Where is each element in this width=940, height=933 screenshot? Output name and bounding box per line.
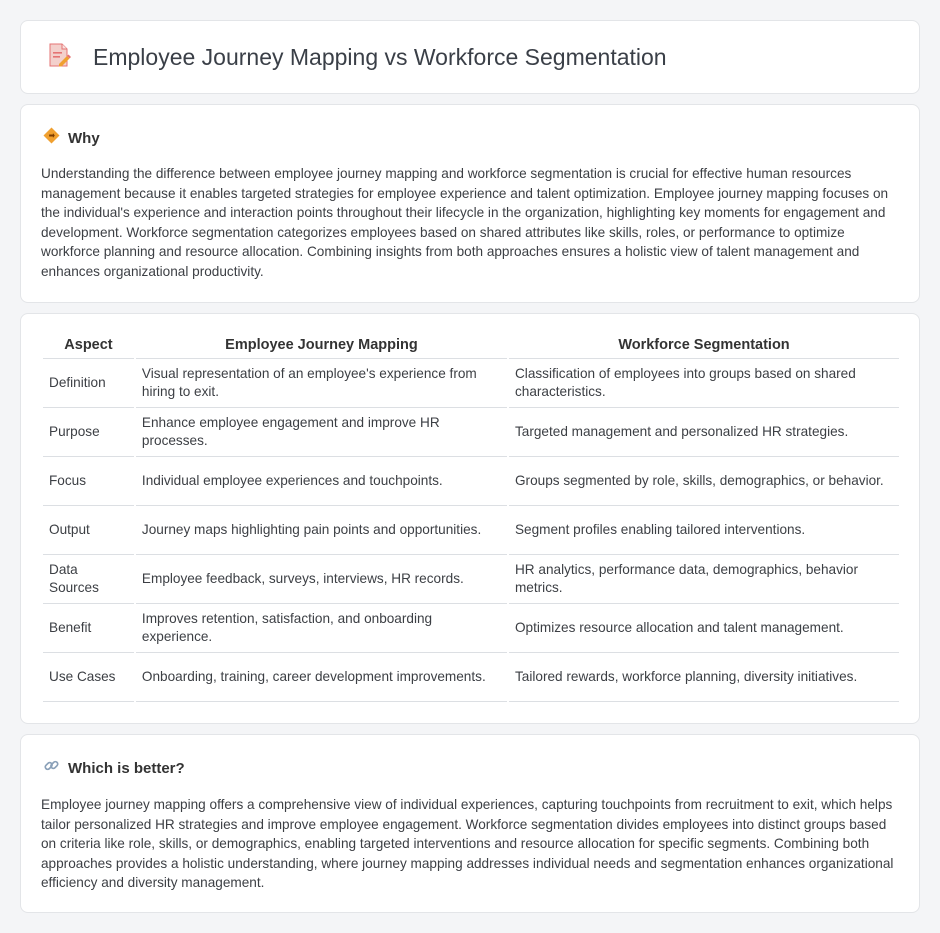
journey-cell: Improves retention, satisfaction, and onboarding experience. (136, 604, 507, 653)
segmentation-cell: Classification of employees into groups based on shared characteristics. (509, 359, 899, 408)
comparison-card (20, 313, 920, 724)
journey-cell: Employee feedback, surveys, interviews, HR records. (136, 555, 507, 604)
header-aspect: Aspect (43, 334, 134, 359)
why-heading (43, 127, 100, 149)
journey-cell: Visual representation of an employee's experience from hiring to exit. (136, 359, 507, 408)
journey-cell: Journey maps highlighting pain points and opportunities. (136, 506, 507, 555)
header-workforce-segmentation: Workforce Segmentation (509, 334, 899, 359)
diamond-signpost-icon (43, 127, 68, 149)
segmentation-cell: Optimizes resource allocation and talent management. (509, 604, 899, 653)
why-title: Why (68, 129, 100, 147)
journey-cell: Individual employee experiences and touchpoints. (136, 457, 507, 506)
aspect-cell: Definition (43, 359, 134, 408)
segmentation-cell: Targeted management and personalized HR strategies. (509, 408, 899, 457)
journey-cell: Enhance employee engagement and improve HR processes. (136, 408, 507, 457)
comparison-table (41, 334, 901, 702)
aspect-cell: Benefit (43, 604, 134, 653)
better-heading (43, 757, 185, 779)
table-row (43, 555, 899, 604)
journey-cell: Onboarding, training, career development improvements. (136, 653, 507, 702)
table-row (43, 359, 899, 408)
header-journey-mapping: Employee Journey Mapping (136, 334, 507, 359)
segmentation-cell: Tailored rewards, workforce planning, diversity initiatives. (509, 653, 899, 702)
page-title: Employee Journey Mapping vs Workforce Segmentation (93, 43, 667, 70)
link-icon (43, 757, 68, 779)
aspect-cell: Output (43, 506, 134, 555)
table-row (43, 506, 899, 555)
segmentation-cell: Segment profiles enabling tailored interventions. (509, 506, 899, 555)
why-text: Understanding the difference between employee journey mapping and workforce segmentation is crucial for effective human resources management because it enables targeted strategies for employee experience and talent optimization. Employee journey mapping focuses on the individual's experience and interaction points throughout their lifecycle in the organization, highlighting key moments for engagement and development. Workforce segmentation categorizes employees based on shared attributes like skills, roles, or performance to optimize workforce planning and resource allocation. Combining insights from both approaches ensures a holistic view of talent management and enhances organizational productivity. (41, 166, 889, 279)
document-edit-icon (45, 41, 93, 74)
better-title: Which is better? (68, 759, 185, 777)
aspect-cell: Use Cases (43, 653, 134, 702)
segmentation-cell: Groups segmented by role, skills, demographics, or behavior. (509, 457, 899, 506)
why-section (20, 104, 920, 303)
which-is-better-section (20, 734, 920, 913)
aspect-cell: Data Sources (43, 555, 134, 604)
segmentation-cell: HR analytics, performance data, demographics, behavior metrics. (509, 555, 899, 604)
table-row (43, 457, 899, 506)
table-row (43, 408, 899, 457)
better-text: Employee journey mapping offers a comprehensive view of individual experiences, capturing touchpoints from recruitment to exit, which helps tailor personalized HR strategies and improve employee engagement. Workforce segmentation divides employees into distinct groups based on criteria like role, skills, or demographics, enabling targeted interventions and resource allocation for specific segments. Combining both approaches provides a holistic understanding, where journey mapping addresses individual needs and segmentation enhances organizational efficiency and diversity management. (41, 797, 894, 891)
table-row (43, 604, 899, 653)
table-row (43, 653, 899, 702)
table-header-row (43, 334, 899, 359)
aspect-cell: Focus (43, 457, 134, 506)
header-card (20, 20, 920, 94)
aspect-cell: Purpose (43, 408, 134, 457)
